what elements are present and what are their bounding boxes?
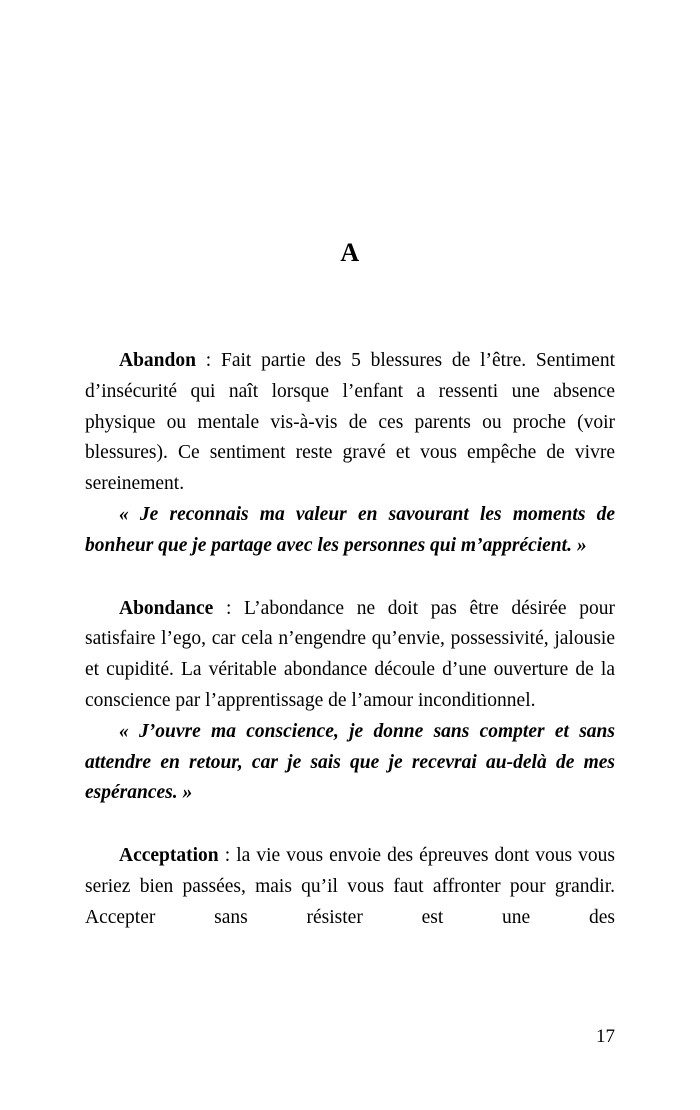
entry-definition-paragraph [85, 346, 615, 500]
entry-definition-paragraph [85, 594, 615, 717]
entry-affirmation: « J’ouvre ma conscience, je donne sans compter et sans attendre en retour, car je sais que je recevrai au-delà de mes espérances. » [85, 720, 615, 804]
entry-term-separator: : [218, 845, 231, 867]
entry-definition-paragraph [85, 841, 615, 933]
section-letter-heading: A [340, 238, 360, 267]
entry-term-separator: : [213, 597, 232, 619]
entry-spacer [85, 831, 615, 841]
glossary-entry [85, 346, 615, 562]
page-number: 17 [596, 1026, 615, 1047]
entry-term-separator: : [195, 350, 212, 371]
glossary-entry [85, 841, 615, 933]
glossary-entry [85, 594, 615, 810]
entry-definition-text: L’abondance ne doit pas être désirée pour satisfaire l’ego, car cela n’engendre qu’envie, possessivité, jalousie et cupidité. La véritable abondance découle d’une ouverture de la conscience par l’apprentissage de l’amour inconditionnel. [85, 597, 615, 711]
entry-term: Abondance [119, 597, 214, 619]
entry-term: Acceptation [119, 845, 219, 867]
entry-definition-text: la vie vous envoie des épreuves dont vous vous seriez bien passées, mais qu’il vous faut affronter pour grandir. Accepter sans résister est une des [85, 845, 615, 928]
entry-spacer [85, 584, 615, 594]
entry-affirmation: « Je reconnais ma valeur en savourant les moments de bonheur que je partage avec les personnes qui m’apprécient. » [85, 503, 615, 556]
glossary-entries [85, 346, 615, 934]
entry-definition-text: Fait partie des 5 blessures de l’être. Sentiment d’insécurité qui naît lorsque l’enfant a ressenti une absence physique ou mentale vis-à-vis de ces parents ou proche (voir blessures). Ce sentiment reste gravé et vous empêche de vivre sereinement. [85, 350, 615, 495]
entry-term: Abandon [119, 350, 196, 371]
